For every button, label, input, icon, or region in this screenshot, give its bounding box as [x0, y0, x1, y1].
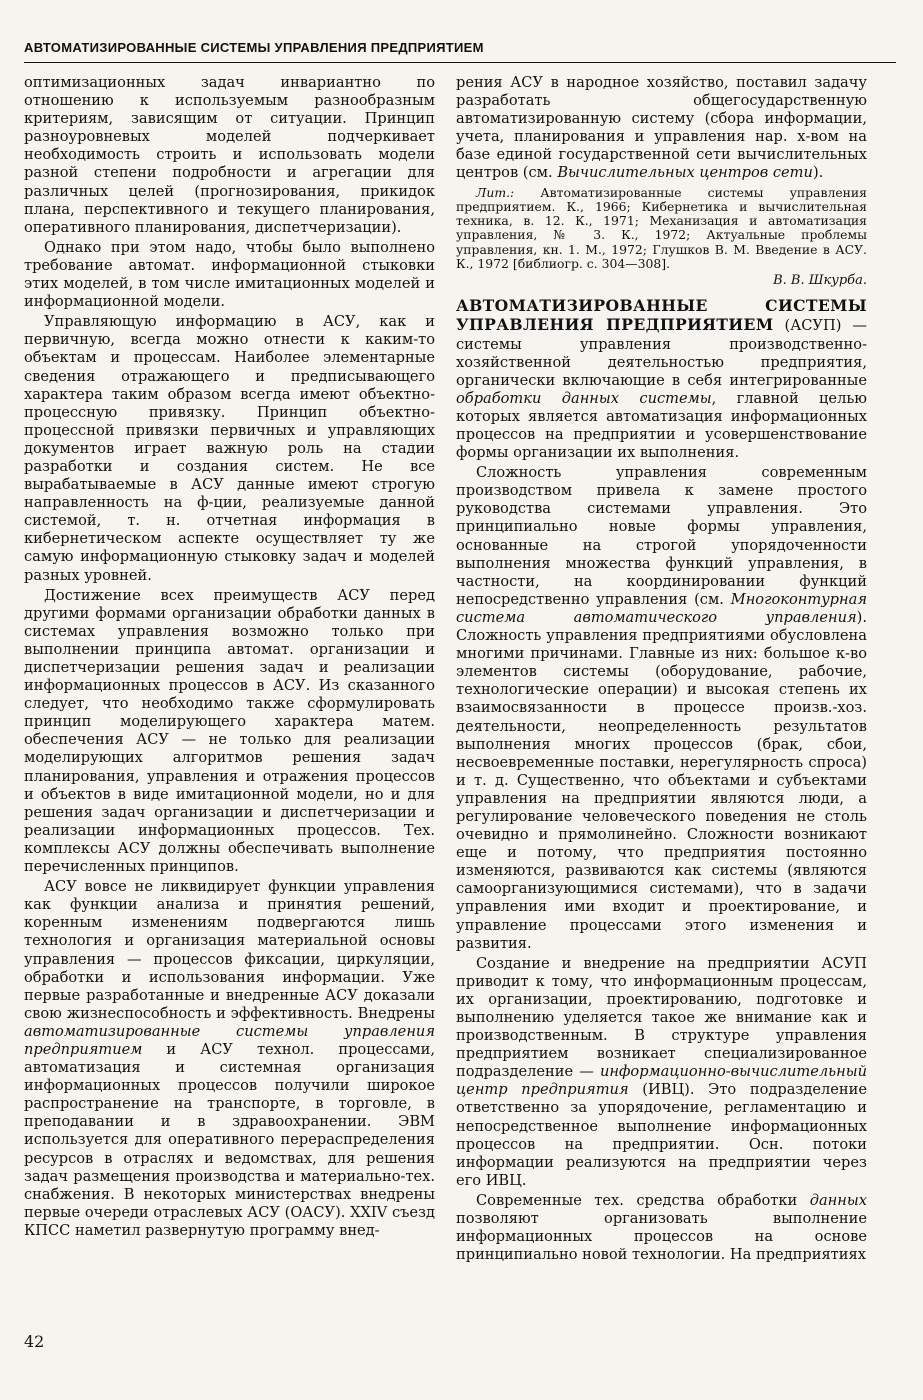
paragraph: Однако при этом надо, чтобы было выполнено требование автомат. информационной стыковки этих моделей, в том числе имитационных моделей и информационной модели. [24, 238, 435, 311]
right-column [456, 74, 867, 1326]
paragraph [24, 878, 435, 1240]
cross-reference: данных [809, 1191, 867, 1209]
paragraph [456, 464, 867, 953]
text-run: позволяют организовать выполнение информационных процессов на основе принципиально новой технологии. На предприятиях [456, 1210, 867, 1264]
text-run: Создание и внедрение на предприятии АСУП приводит к тому, что информационным процессам, их организации, проектированию, подготовке и выполнению уделяется такое же внимание как и производственным. В структуре управления предприятием возникает специализированное подразделение — [456, 954, 867, 1081]
text-run: АСУ вовсе не ликвидирует функции управления как функции анализа и принятия решений, коренным изменениям подвергаются лишь технология и организация материальной основы управления — процессов фиксации, циркуляции, обработки и использования информации. Уже первые разработанные и внедренные АСУ доказали свою жизнеспособность и эффективность. Внедрены [24, 878, 435, 1022]
text-run: (АСУП) — системы управления производственно-хозяйственной деятельностью предприятия, органически включающие в себя интегрированные [456, 317, 867, 389]
literature-label: Лит.: [476, 184, 515, 200]
cross-reference: Многоконтурная система автоматического управления [456, 590, 867, 626]
cross-reference: обработки данных системы [456, 389, 712, 407]
text-run: (ИВЦ). Это подразделение ответственно за упорядочение, регламентацию и непосредственное выполнение информационных процессов на предприятии. Осн. потоки информации реализуются на предприятии через его ИВЦ. [456, 1081, 867, 1189]
text-run: Современные тех. средства обработки [476, 1191, 810, 1209]
paragraph: Достижение всех преимуществ АСУ перед другими формами организации обработки данных в системах управления возможно только при выполнении принципа автомат. организации и диспетчеризации решения задач и реализации информационных процессов в АСУ. Из сказанного следует, что необходимо также сформулировать принцип моделирующего характера матем. обеспечения АСУ — не только для реализации моделирующих алгоритмов решения задач планирования, управления и отражения процессов и объектов в виде имитационной модели, но и для решения задач организации и диспетчеризации и реализации информационных процессов. Тех. комплексы АСУ должны обеспечивать выполнение перечисленных принципов. [24, 586, 435, 876]
cross-reference: Вычислительных центров сети [557, 164, 813, 182]
left-column [24, 74, 435, 1326]
paragraph: Управляющую информацию в АСУ, как и первичную, всегда можно отнести к каким-то объектам и процессам. Наиболее элементарные сведения отражающего и предписывающего характера таким образом всегда имеют объектно-процессную привязку. Принцип объектно-процессной привязки первичных и управляющих документов играет важную роль на стадии разработки и создания систем. Не все вырабатываемые в АСУ данные имеют строгую направленность на ф-ции, реализуемые данной системой, т. н. отчетная информация в кибернетическом аспекте осуществляет ту же самую информационную стыковку задач и моделей разных уровней. [24, 313, 435, 584]
paragraph [456, 955, 867, 1190]
text-run: ). [812, 164, 824, 182]
paragraph [456, 74, 867, 183]
literature-text: Автоматизированные системы управления предприятием. К., 1966; Кибернетика и вычислительная техника, в. 12. К., 1971; Механизация и автоматизация управления, № 3. К., 1972; Актуальные проблемы управления, кн. 1. М., 1972; Глушков В. М. Введение в АСУ. К., 1972 [библиогр. с. 304—308]. [456, 184, 867, 272]
author-signature: В. В. Шкурба. [773, 273, 867, 289]
literature-list [456, 186, 867, 272]
paragraph [456, 1192, 867, 1264]
cross-reference: автоматизированные системы управления предприятием [24, 1022, 435, 1058]
text-run: Сложность управления современным производством привела к замене простого руководства системами управления. Это принципиально новые формы управления, основанные на строгой упорядоченности выполнения множества функций управления, в частности, на координировании функций непосредственно управления (см. [456, 464, 867, 608]
running-title: АВТОМАТИЗИРОВАННЫЕ СИСТЕМЫ УПРАВЛЕНИЯ ПРЕДПРИЯТИЕМ [24, 40, 896, 63]
text-run: , главной целью которых является автоматизация информационных процессов на предприятии и усовершенствование формы организации их выполнения. [456, 389, 867, 462]
entry-title: АВТОМАТИЗИРОВАННЫЕ СИСТЕМЫ УПРАВЛЕНИЯ ПРЕДПРИЯТИЕМ [456, 296, 867, 335]
text-run: ). Сложность управления предприятиями обусловлена многими причинами. Главные из них: большое к-во элементов системы (оборудование, рабочие, технологические операции) и высокая степень их взаимосвязанности в процессе произв.-хоз. деятельности, неопределенность результатов выполнения многих процессов (брак, сбои, несвоевременные поставки, нерегулярность спроса) и т. д. Существенно, что объектами и субъектами управления на предприятии являются люди, а регулирование человеческого поведения не столь очевидно и прямолинейно. Сложности возникают еще и потому, что предприятия постоянно изменяются, развиваются как системы (являются самоорганизующимися системами), что в задачи управления ими входит и проектирование, и управление процессами этого изменения и развития. [456, 608, 867, 952]
paragraph: оптимизационных задач инвариантно по отношению к используемым разнообразным критериям, зависящим от ситуации. Принцип разноуровневых моделей подчеркивает необходимость строить и использовать модели разной степени подробности и агрегации для различных целей (прогнозирования, прикидок плана, перспективного и текущего планирования, оперативного планирования, диспетчеризации). [24, 74, 435, 236]
entry-paragraph [456, 297, 867, 462]
text-run: и АСУ технол. процессами, автоматизация и системная организация информационных процессов получили широкое распространение на транспорте, в торговле, в преподавании и в здравоохранении. ЭВМ используется для оперативного перераспределения ресурсов в отраслях и ведомствах, для решения задач размещения производства и материально-тех. снабжения. В некоторых министерствах внедрены первые очереди отраслевых АСУ (ОАСУ). XXIV съезд КПСС наметил развернутую программу внед- [24, 1040, 435, 1239]
text-run: рения АСУ в народное хозяйство, поставил задачу разработать общегосударственную автоматизированную систему (сбора информации, учета, планирования и управления нар. х-вом на базе единой государственной сети вычислительных центров (см. [456, 74, 867, 182]
page-number: 42 [24, 1332, 45, 1351]
cross-reference: информационно-вычислительный центр предприятия [456, 1063, 867, 1099]
